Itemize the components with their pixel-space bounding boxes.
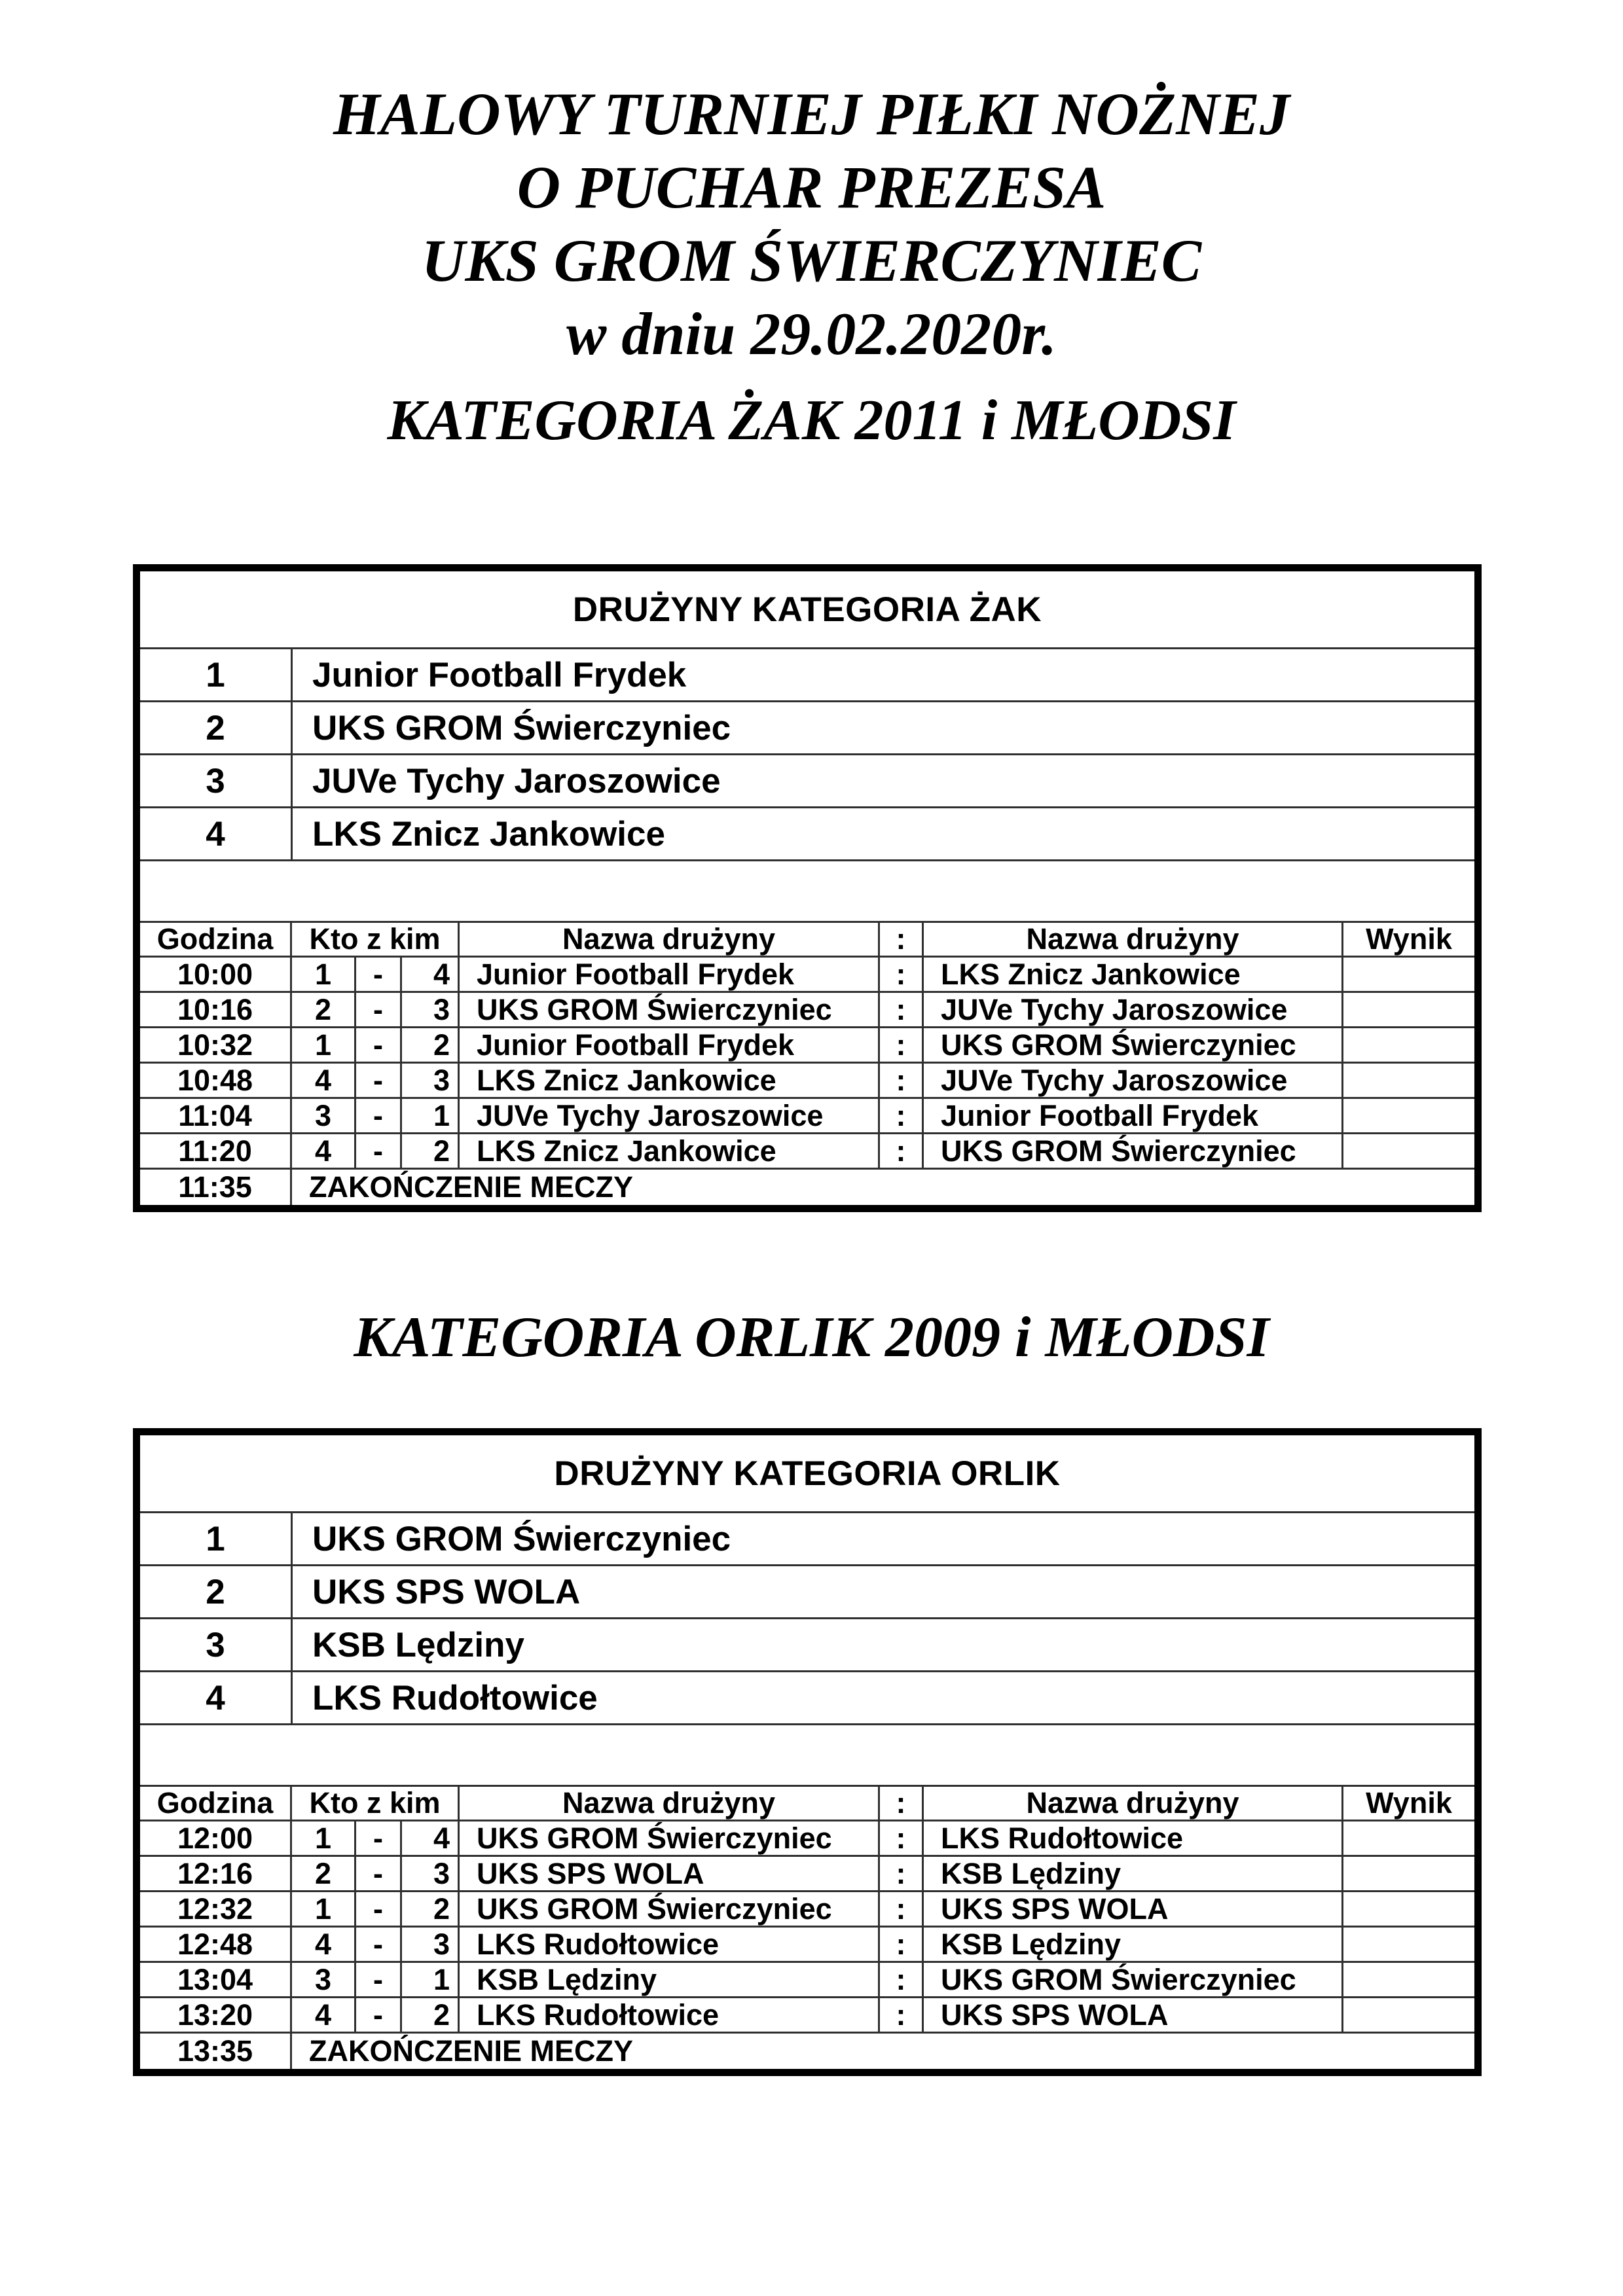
- colon-separator: :: [880, 1998, 924, 2032]
- match-result: [1343, 1963, 1474, 1996]
- match-home-number: 4: [292, 1928, 356, 1961]
- colon-separator: :: [880, 993, 924, 1026]
- match-home-number: 4: [292, 1998, 356, 2032]
- match-row: [140, 1099, 1474, 1134]
- team-name: LKS Rudołtowice: [312, 1678, 598, 1717]
- team-row: [140, 649, 1474, 702]
- match-away-team: UKS GROM Świerczyniec: [924, 1134, 1343, 1168]
- match-home-team: JUVe Tychy Jaroszowice: [460, 1099, 880, 1132]
- match-home-number: 1: [292, 1892, 356, 1926]
- category-block-orlik: [133, 1428, 1482, 2076]
- match-away-number: 2: [402, 1892, 460, 1926]
- team-name: JUVe Tychy Jaroszowice: [312, 761, 721, 800]
- match-time: 11:04: [140, 1099, 292, 1132]
- match-row: [140, 1134, 1474, 1170]
- column-header-result: Wynik: [1366, 1787, 1452, 1820]
- colon-separator: :: [880, 1099, 924, 1132]
- schedule-header-row: [140, 1787, 1474, 1821]
- match-home-number: 3: [292, 1099, 356, 1132]
- teams-table-title: DRUŻYNY KATEGORIA ŻAK: [140, 571, 1474, 649]
- team-row: [140, 702, 1474, 755]
- match-result: [1343, 1028, 1474, 1062]
- match-row: [140, 1928, 1474, 1963]
- match-home-number: 4: [292, 1134, 356, 1168]
- match-home-team: LKS Rudołtowice: [460, 1928, 880, 1961]
- match-away-team: Junior Football Frydek: [924, 1099, 1343, 1132]
- match-result: [1343, 1064, 1474, 1097]
- match-result: [1343, 1998, 1474, 2032]
- team-row: [140, 755, 1474, 808]
- match-row: [140, 1821, 1474, 1857]
- dash-separator: -: [356, 1134, 402, 1168]
- closing-label: ZAKOŃCZENIE MECZY: [309, 1170, 633, 1204]
- match-away-number: 2: [402, 1134, 460, 1168]
- match-time: 12:16: [140, 1857, 292, 1890]
- match-home-team: LKS Znicz Jankowice: [460, 1134, 880, 1168]
- team-row: [140, 1672, 1474, 1725]
- match-home-number: 3: [292, 1963, 356, 1996]
- match-away-team: KSB Lędziny: [924, 1857, 1343, 1890]
- match-away-team: UKS SPS WOLA: [924, 1998, 1343, 2032]
- match-time: 10:16: [140, 993, 292, 1026]
- dash-separator: -: [356, 1857, 402, 1890]
- match-away-number: 1: [402, 1963, 460, 1996]
- match-result: [1343, 1099, 1474, 1132]
- team-number: 3: [140, 1619, 293, 1670]
- dash-separator: -: [356, 1928, 402, 1961]
- spacer-row: [140, 1725, 1474, 1787]
- column-header-colon: :: [880, 1787, 924, 1820]
- closing-time: 11:35: [140, 1170, 292, 1205]
- dash-separator: -: [356, 1963, 402, 1996]
- team-name: UKS SPS WOLA: [312, 1572, 581, 1611]
- match-time: 12:00: [140, 1821, 292, 1855]
- match-time: 10:00: [140, 958, 292, 991]
- match-away-team: JUVe Tychy Jaroszowice: [924, 993, 1343, 1026]
- team-name: KSB Lędziny: [312, 1625, 524, 1664]
- column-header-pairing: Kto z kim: [292, 923, 460, 956]
- match-home-team: Junior Football Frydek: [460, 958, 880, 991]
- match-result: [1343, 958, 1474, 991]
- match-home-team: LKS Rudołtowice: [460, 1998, 880, 2032]
- colon-separator: :: [880, 1064, 924, 1097]
- match-home-team: Junior Football Frydek: [460, 1028, 880, 1062]
- column-header-time: Godzina: [140, 1787, 292, 1820]
- match-row: [140, 1857, 1474, 1892]
- match-result: [1343, 1134, 1474, 1168]
- match-time: 12:32: [140, 1892, 292, 1926]
- match-away-team: UKS GROM Świerczyniec: [924, 1963, 1343, 1996]
- match-home-team: UKS GROM Świerczyniec: [460, 1821, 880, 1855]
- colon-separator: :: [880, 1821, 924, 1855]
- team-number: 4: [140, 808, 293, 859]
- match-away-team: LKS Rudołtowice: [924, 1821, 1343, 1855]
- tournament-title-block: [0, 0, 1623, 370]
- column-header-team2: Nazwa drużyny: [924, 1787, 1343, 1820]
- spacer-row: [140, 861, 1474, 923]
- match-away-number: 3: [402, 1857, 460, 1890]
- match-away-number: 2: [402, 1028, 460, 1062]
- match-home-number: 1: [292, 958, 356, 991]
- team-row: [140, 1513, 1474, 1566]
- team-name: Junior Football Frydek: [312, 655, 687, 694]
- colon-separator: :: [880, 1892, 924, 1926]
- match-away-team: LKS Znicz Jankowice: [924, 958, 1343, 991]
- dash-separator: -: [356, 993, 402, 1026]
- match-time: 13:20: [140, 1998, 292, 2032]
- team-name: LKS Znicz Jankowice: [312, 814, 665, 853]
- match-time: 12:48: [140, 1928, 292, 1961]
- team-number: 2: [140, 702, 293, 753]
- match-result: [1343, 1892, 1474, 1926]
- match-home-team: UKS GROM Świerczyniec: [460, 993, 880, 1026]
- team-name: UKS GROM Świerczyniec: [312, 1519, 731, 1558]
- team-number: 1: [140, 649, 293, 700]
- colon-separator: :: [880, 1857, 924, 1890]
- closing-row: [140, 2034, 1474, 2069]
- match-time: 13:04: [140, 1963, 292, 1996]
- match-away-number: 3: [402, 993, 460, 1026]
- column-header-colon: :: [880, 923, 924, 956]
- schedule-header-row: [140, 923, 1474, 958]
- dash-separator: -: [356, 1028, 402, 1062]
- team-row: [140, 808, 1474, 861]
- tournament-title-line: UKS GROM ŚWIERCZYNIEC: [421, 227, 1202, 294]
- dash-separator: -: [356, 1892, 402, 1926]
- match-time: 10:32: [140, 1028, 292, 1062]
- match-away-number: 4: [402, 958, 460, 991]
- match-away-number: 3: [402, 1064, 460, 1097]
- match-row: [140, 1028, 1474, 1064]
- column-header-team2: Nazwa drużyny: [924, 923, 1343, 956]
- team-name: UKS GROM Świerczyniec: [312, 708, 731, 747]
- match-away-number: 4: [402, 1821, 460, 1855]
- team-number: 2: [140, 1566, 293, 1617]
- match-result: [1343, 1857, 1474, 1890]
- match-result: [1343, 993, 1474, 1026]
- match-home-number: 1: [292, 1821, 356, 1855]
- match-away-number: 3: [402, 1928, 460, 1961]
- match-away-team: JUVe Tychy Jaroszowice: [924, 1064, 1343, 1097]
- dash-separator: -: [356, 1821, 402, 1855]
- match-home-team: UKS SPS WOLA: [460, 1857, 880, 1890]
- colon-separator: :: [880, 1028, 924, 1062]
- match-row: [140, 993, 1474, 1028]
- dash-separator: -: [356, 1099, 402, 1132]
- team-number: 4: [140, 1672, 293, 1723]
- match-result: [1343, 1928, 1474, 1961]
- team-number: 3: [140, 755, 293, 806]
- match-time: 10:48: [140, 1064, 292, 1097]
- closing-label: ZAKOŃCZENIE MECZY: [309, 2034, 633, 2068]
- match-row: [140, 1064, 1474, 1099]
- colon-separator: :: [880, 958, 924, 991]
- closing-time: 13:35: [140, 2034, 292, 2069]
- column-header-time: Godzina: [140, 923, 292, 956]
- category-block-zak: [133, 564, 1482, 1212]
- match-row: [140, 1963, 1474, 1998]
- match-home-number: 2: [292, 1857, 356, 1890]
- category-heading-zak: KATEGORIA ŻAK 2011 i MŁODSI: [387, 389, 1236, 452]
- column-header-team1: Nazwa drużyny: [460, 1787, 880, 1820]
- tournament-title-line: O PUCHAR PREZESA: [517, 154, 1106, 221]
- column-header-team1: Nazwa drużyny: [460, 923, 880, 956]
- match-row: [140, 1998, 1474, 2034]
- match-row: [140, 1892, 1474, 1928]
- match-home-number: 1: [292, 1028, 356, 1062]
- tournament-date-line: w dniu 29.02.2020r.: [566, 300, 1057, 367]
- match-home-number: 4: [292, 1064, 356, 1097]
- teams-table-title: DRUŻYNY KATEGORIA ORLIK: [140, 1435, 1474, 1513]
- match-home-team: LKS Znicz Jankowice: [460, 1064, 880, 1097]
- match-away-team: UKS GROM Świerczyniec: [924, 1028, 1343, 1062]
- match-home-team: UKS GROM Świerczyniec: [460, 1892, 880, 1926]
- colon-separator: :: [880, 1134, 924, 1168]
- match-row: [140, 958, 1474, 993]
- match-home-number: 2: [292, 993, 356, 1026]
- category-heading-orlik: KATEGORIA ORLIK 2009 i MŁODSI: [354, 1306, 1269, 1369]
- closing-row: [140, 1170, 1474, 1205]
- match-away-team: UKS SPS WOLA: [924, 1892, 1343, 1926]
- match-away-number: 2: [402, 1998, 460, 2032]
- match-away-number: 1: [402, 1099, 460, 1132]
- match-home-team: KSB Lędziny: [460, 1963, 880, 1996]
- colon-separator: :: [880, 1928, 924, 1961]
- match-time: 11:20: [140, 1134, 292, 1168]
- match-result: [1343, 1821, 1474, 1855]
- dash-separator: -: [356, 1064, 402, 1097]
- match-away-team: KSB Lędziny: [924, 1928, 1343, 1961]
- team-row: [140, 1619, 1474, 1672]
- dash-separator: -: [356, 958, 402, 991]
- colon-separator: :: [880, 1963, 924, 1996]
- team-row: [140, 1566, 1474, 1619]
- tournament-title-line: HALOWY TURNIEJ PIŁKI NOŻNEJ: [333, 81, 1290, 147]
- team-number: 1: [140, 1513, 293, 1564]
- column-header-pairing: Kto z kim: [292, 1787, 460, 1820]
- column-header-result: Wynik: [1366, 923, 1452, 956]
- dash-separator: -: [356, 1998, 402, 2032]
